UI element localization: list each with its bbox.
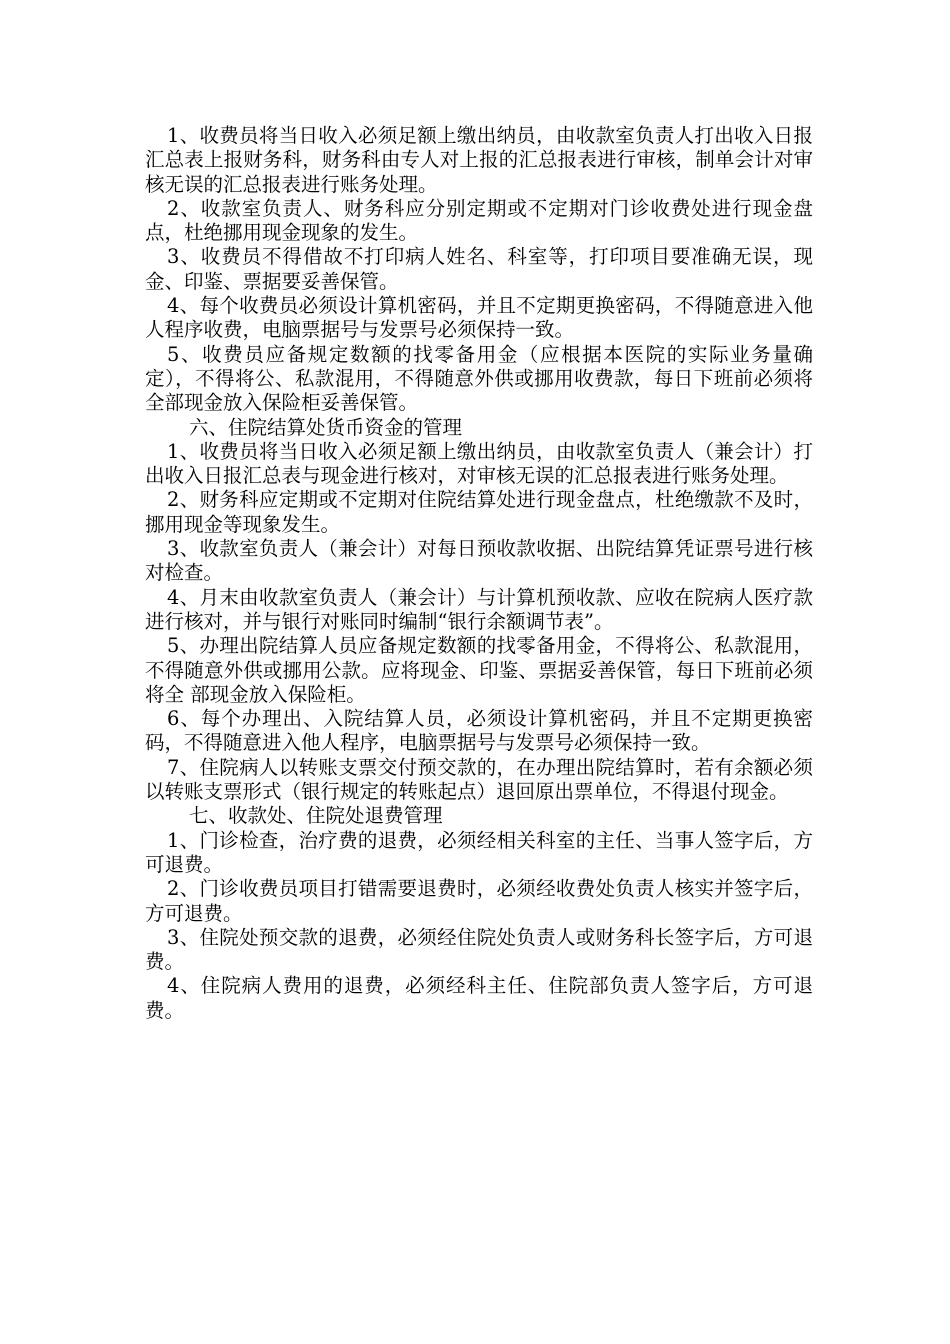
- paragraph-2: 2、收款室负责人、财务科应分别定期或不定期对门诊收费处进行现金盘点，杜绝挪用现金现象的发生。: [145, 196, 813, 245]
- paragraph-7-3: 3、住院处预交款的退费，必须经住院处负责人或财务科长签字后，方可退费。: [145, 925, 813, 974]
- section-heading-6: 六、住院结算处货币资金的管理: [189, 415, 463, 439]
- paragraph-7-1: 1、门诊检查，治疗费的退费，必须经相关科室的主任、当事人签字后，方可退费。: [145, 828, 813, 876]
- document-body: [145, 124, 813, 1023]
- paragraph-6-7: 7、住院病人以转账支票交付预交款的，在办理出院结算时，若有余额必须以转账支票形式（银行规定的转账起点）退回原出票单位，不得退付现金。: [145, 755, 813, 804]
- section-heading-7: 七、收款处、住院处退费管理: [189, 804, 443, 828]
- paragraph-6-2: 2、财务科应定期或不定期对住院结算处进行现金盘点，杜绝缴款不及时，挪用现金等现象发生。: [145, 488, 813, 536]
- paragraph-7-2: 2、门诊收费员项目打错需要退费时，必须经收费处负责人核实并签字后，方可退费。: [145, 877, 813, 925]
- paragraph-4: 4、每个收费员必须设计算机密码，并且不定期更换密码，不得随意进入他人程序收费，电脑票据号与发票号必须保持一致。: [145, 294, 813, 342]
- paragraph-6-3: 3、收款室负责人（兼会计）对每日预收款收据、出院结算凭证票号进行核对检查。: [145, 537, 813, 585]
- paragraph-6-1: 1、收费员将当日收入必须足额上缴出纳员，由收款室负责人（兼会计）打出收入日报汇总表与现金进行核对，对审核无误的汇总报表进行账务处理。: [145, 439, 813, 488]
- paragraph-6-4: 4、月末由收款室负责人（兼会计）与计算机预收款、应收在院病人医疗款进行核对，并与银行对账同时编制“银行余额调节表”。: [145, 585, 813, 633]
- paragraph-7-4: 4、住院病人费用的退费，必须经科主任、住院部负责人签字后，方可退费。: [145, 974, 813, 1022]
- paragraph-6-6: 6、每个办理出、入院结算人员，必须设计算机密码，并且不定期更换密码，不得随意进入他人程序，电脑票据号与发票号必须保持一致。: [145, 707, 813, 755]
- paragraph-6-5: 5、办理出院结算人员应备规定数额的找零备用金，不得将公、私款混用，不得随意外供或挪用公款。应将现金、印鉴、票据妥善保管，每日下班前必须将全 部现金放入保险柜。: [145, 634, 813, 706]
- paragraph-3: 3、收费员不得借故不打印病人姓名、科室等，打印项目要准确无误，现金、印鉴、票据要妥善保管。: [145, 245, 813, 293]
- paragraph-5: 5、收费员应备规定数额的找零备用金（应根据本医院的实际业务量确定），不得将公、私款混用，不得随意外供或挪用收费款，每日下班前必须将全部现金放入保险柜妥善保管。: [145, 342, 813, 415]
- paragraph-1: 1、收费员将当日收入必须足额上缴出纳员，由收款室负责人打出收入日报汇总表上报财务科，财务科由专人对上报的汇总报表进行审核，制单会计对审核无误的汇总报表进行账务处理。: [145, 124, 813, 196]
